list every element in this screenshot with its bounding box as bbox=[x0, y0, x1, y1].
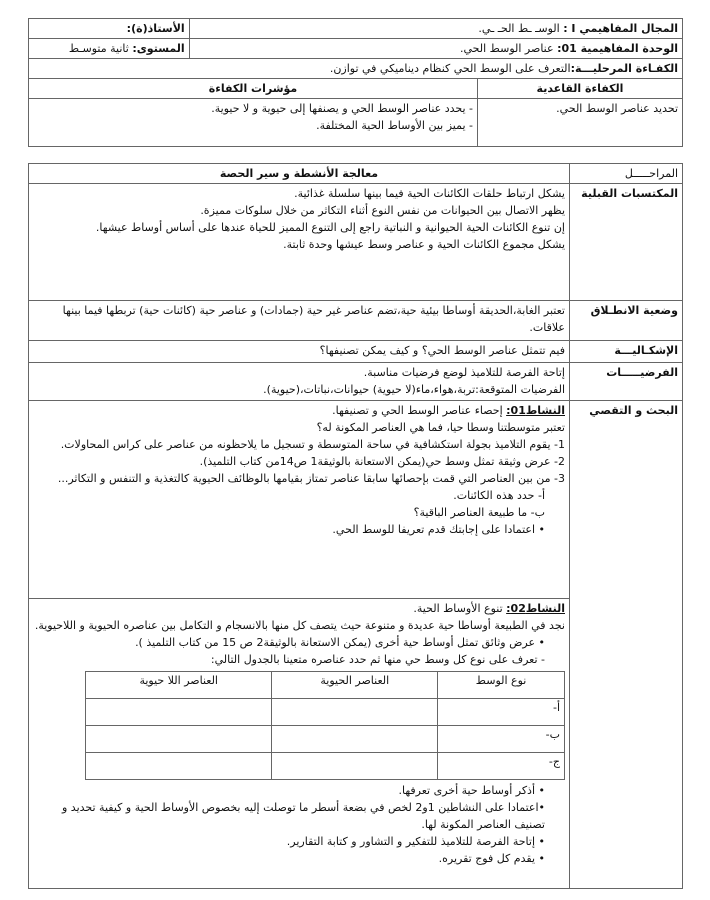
unit-cell bbox=[189, 39, 682, 59]
activity-1-sub: ب- ما طبيعة العناصر الباقية؟ bbox=[413, 506, 545, 519]
stage-competence-label: الكفـاءة المرحليـــة: bbox=[570, 62, 678, 75]
activity-1-subtitle: إحصاء عناصر الوسط الحي و تصنيفها. bbox=[332, 404, 503, 417]
indicator: - يميز بين الأوساط الحية المختلفة. bbox=[316, 119, 473, 132]
row-label: ج- bbox=[438, 753, 565, 780]
level-value: ثانية متوسـط bbox=[68, 42, 129, 55]
indicators-header: مؤشرات الكفاءة bbox=[29, 79, 478, 99]
indicator: - يحدد عناصر الوسط الحي و يصنفها إلى حيوية و لا حيوية. bbox=[211, 102, 473, 115]
unit-label: الوحدة المفاهيمية 01: bbox=[557, 42, 678, 55]
stage-competence-value: التعرف على الوسط الحي كنظام ديناميكي في توازن. bbox=[329, 62, 571, 75]
environment-table bbox=[85, 671, 565, 780]
row-label: أ- bbox=[438, 699, 565, 726]
activity-2-cell bbox=[29, 599, 570, 889]
activity-1-bullet: • اعتمادا على إجابتك قدم تعريفا للوسط الحي. bbox=[332, 523, 545, 536]
col-header-living-elements: العناصر الحيوية bbox=[272, 672, 438, 699]
activity-2-title: النشاط02: bbox=[506, 602, 565, 615]
table-row bbox=[86, 699, 565, 726]
activity-2-bullet: • إتاحة الفرصة للتلاميذ للتفكير و التشاور و كتابة التقارير. bbox=[286, 835, 545, 848]
problem-label: الإشكـاليـــة bbox=[570, 341, 683, 363]
col-header-nonliving-elements: العناصر اللا حيوية bbox=[86, 672, 272, 699]
activity-2-bullet: • يقدم كل فوج تقريره. bbox=[438, 852, 545, 865]
empty-cell[interactable] bbox=[272, 726, 438, 753]
activity-2-instruction: - تعرف على نوع كل وسط حي منها ثم حدد عناصره متعينا بالجدول التالي: bbox=[210, 653, 545, 666]
stage-competence-cell bbox=[29, 59, 683, 79]
activity-1-line: 3- من بين العناصر التي قمت بإحصائها سابقا عناصر تمتاز بقيامها بالوظائف الحيوية كالتغذية و التنفس و التكاثر... bbox=[57, 472, 565, 485]
indicators-cell bbox=[29, 99, 478, 147]
prereq-label: المكتسبات القبلية bbox=[570, 184, 683, 301]
prereq-line: إن تنوع الكائنات الحية الحيوانية و النباتية راجع إلى التنوع المميز للحياة عندها على أساس أوساط عيشها. bbox=[95, 221, 565, 234]
level-label: المستوى: bbox=[132, 42, 185, 55]
empty-cell[interactable] bbox=[86, 726, 272, 753]
empty-cell[interactable] bbox=[86, 699, 272, 726]
activity-1-sub: أ- حدد هذه الكائنات. bbox=[453, 489, 545, 502]
lesson-progress-table bbox=[28, 163, 683, 889]
activity-1-line: تعتبر متوسطتنا وسطا حيا، فما هي العناصر المكونة له؟ bbox=[316, 421, 565, 434]
activity-1-line: 2- عرض وثيقة تمثل وسط حي(يمكن الاستعانة بالوثيقة1 ص14من كتاب التلميذ). bbox=[199, 455, 565, 468]
base-competence-value: تحديد عناصر الوسط الحي. bbox=[478, 99, 683, 147]
level-cell bbox=[29, 39, 190, 59]
launch-label: وضعية الانطـلاق bbox=[570, 301, 683, 341]
activity-2-bullet: • أذكر أوساط حية أخرى تعرفها. bbox=[398, 784, 545, 797]
lesson-header-table bbox=[28, 18, 683, 147]
table-row bbox=[86, 753, 565, 780]
row-label: ب- bbox=[438, 726, 565, 753]
table-row bbox=[86, 726, 565, 753]
teacher-cell: الأستاذ(ة): bbox=[29, 19, 190, 39]
research-label: البحث و التقصي bbox=[570, 401, 683, 889]
activity-2-bullet: • عرض وثائق تمثل أوساط حية أخرى (يمكن الاستعانة بالوثيقة2 ص 15 من كتاب التلميذ ). bbox=[135, 636, 545, 649]
activity-2-intro: نجد في الطبيعة أوساطا حية عديدة و متنوعة حيث يتصف كل منها بالانسجام و التكامل بين عناصره الحيوية و اللاحيوية. bbox=[34, 619, 565, 632]
hypotheses-label: الفرضيـــــات bbox=[570, 363, 683, 401]
base-competence-header: الكفاءة القاعدية bbox=[478, 79, 683, 99]
activity-2-subtitle: تنوع الأوساط الحية. bbox=[413, 602, 503, 615]
prereq-cell bbox=[29, 184, 570, 301]
col-header-environment-type: نوع الوسط bbox=[438, 672, 565, 699]
activity-1-cell bbox=[29, 401, 570, 599]
prereq-line: يشكل مجموع الكائنات الحية و عناصر وسط عيشها وحدة ثابتة. bbox=[283, 238, 565, 251]
empty-cell[interactable] bbox=[272, 753, 438, 780]
prereq-line: يظهر الاتصال بين الحيوانات من نفس النوع أثناء التكاثر من خلال سلوكات مميزة. bbox=[200, 204, 565, 217]
empty-cell[interactable] bbox=[86, 753, 272, 780]
hypothesis-line: الفرضيات المتوقعة:تربة،هواء،ماء(لا حيوية) حيوانات،نباتات،(حيوية). bbox=[263, 383, 565, 396]
problem-text: فيم تتمثل عناصر الوسط الحي؟ و كيف يمكن تصنيفها؟ bbox=[29, 341, 570, 363]
activity-1-title: النشاط01: bbox=[506, 404, 565, 417]
activity-1-line: 1- يقوم التلاميذ بجولة استكشافية في ساحة المتوسطة و تسجيل ما يلاحظونه من عناصر على كراس المحاولات. bbox=[60, 438, 565, 451]
launch-text: تعتبر الغابة،الحديقة أوساطا بيئية حية،تضم عناصر غير حية (جمادات) و عناصر حية (كائنات حية) تربطها فيما بينها علاقات. bbox=[29, 301, 570, 341]
activities-header: معالجة الأنشطة و سير الحصة bbox=[29, 164, 570, 184]
prereq-line: يشكل ارتباط حلقات الكائنات الحية فيما بينها سلسلة غذائية. bbox=[294, 187, 565, 200]
empty-cell[interactable] bbox=[272, 699, 438, 726]
hypotheses-cell bbox=[29, 363, 570, 401]
hypothesis-line: إتاحة الفرصة للتلاميذ لوضع فرضيات مناسبة. bbox=[363, 366, 565, 379]
domain-label: المجال المفاهيمي I : bbox=[563, 22, 678, 35]
activity-2-bullet: •اعتمادا على النشاطين 1و2 لخص في بضعة أسطر ما توصلت إليه بخصوص الأوساط الحية و كيفية تحديد و تصنيف العناصر المكونة لها. bbox=[61, 801, 545, 831]
unit-value: عناصر الوسط الحي. bbox=[460, 42, 554, 55]
domain-cell bbox=[189, 19, 682, 39]
stages-header: المراحـــــل bbox=[570, 164, 683, 184]
domain-value: الوسـ ـط الحـ ـي. bbox=[478, 22, 560, 35]
